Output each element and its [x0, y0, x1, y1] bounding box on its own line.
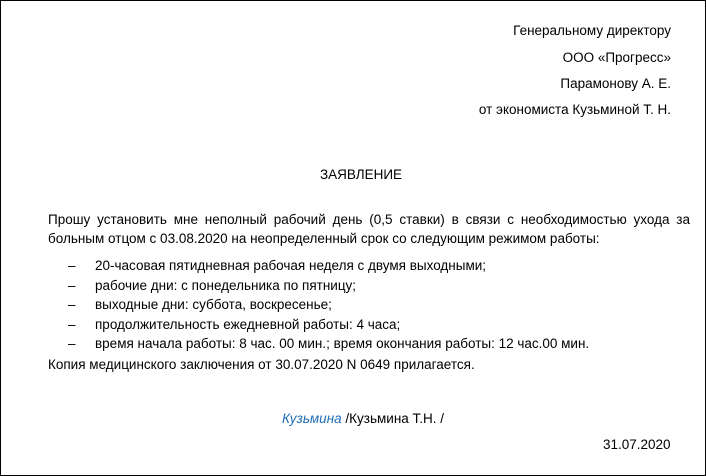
- document-date: 31.07.2020: [603, 437, 671, 452]
- list-item: – время начала работы: 8 час. 00 мин.; время окончания работы: 12 час.00 мин.: [48, 334, 589, 354]
- attachment-note: Копия медицинского заключения от 30.07.2020 N 0649 прилагается.: [48, 357, 475, 372]
- dash-bullet: –: [68, 258, 76, 273]
- schedule-list: [48, 256, 589, 354]
- request-paragraph: Прошу установить мне неполный рабочий день (0,5 ставки) в связи с необходимостью ухода за больным отцом с 03.08.2020 на неопределенный срок со следующим режимом работы:: [48, 212, 690, 246]
- dash-bullet: –: [68, 297, 76, 312]
- list-item: – продолжительность ежедневной работы: 4 часа;: [48, 315, 589, 335]
- list-item: – 20-часовая пятидневная рабочая неделя с двумя выходными;: [48, 256, 589, 276]
- addressee-name: Парамонову А. Е.: [560, 76, 671, 91]
- dash-bullet: –: [68, 316, 76, 332]
- list-item: – рабочие дни: с понедельника по пятницу;: [48, 276, 589, 296]
- dash-bullet: –: [68, 277, 76, 293]
- document-title: ЗАЯВЛЕНИЕ: [319, 167, 403, 182]
- sender-line: от экономиста Кузьминой Т. Н.: [478, 102, 671, 117]
- addressee-position: Генеральному директору: [513, 23, 671, 38]
- printed-signature: /Кузьмина Т.Н. /: [345, 411, 445, 426]
- addressee-company: ООО «Прогресс»: [562, 50, 671, 65]
- handwritten-signature: Кузьмина: [282, 411, 342, 426]
- dash-bullet: –: [68, 336, 76, 351]
- signature-block: [282, 411, 444, 427]
- list-item: – выходные дни: суббота, воскресенье;: [48, 295, 589, 315]
